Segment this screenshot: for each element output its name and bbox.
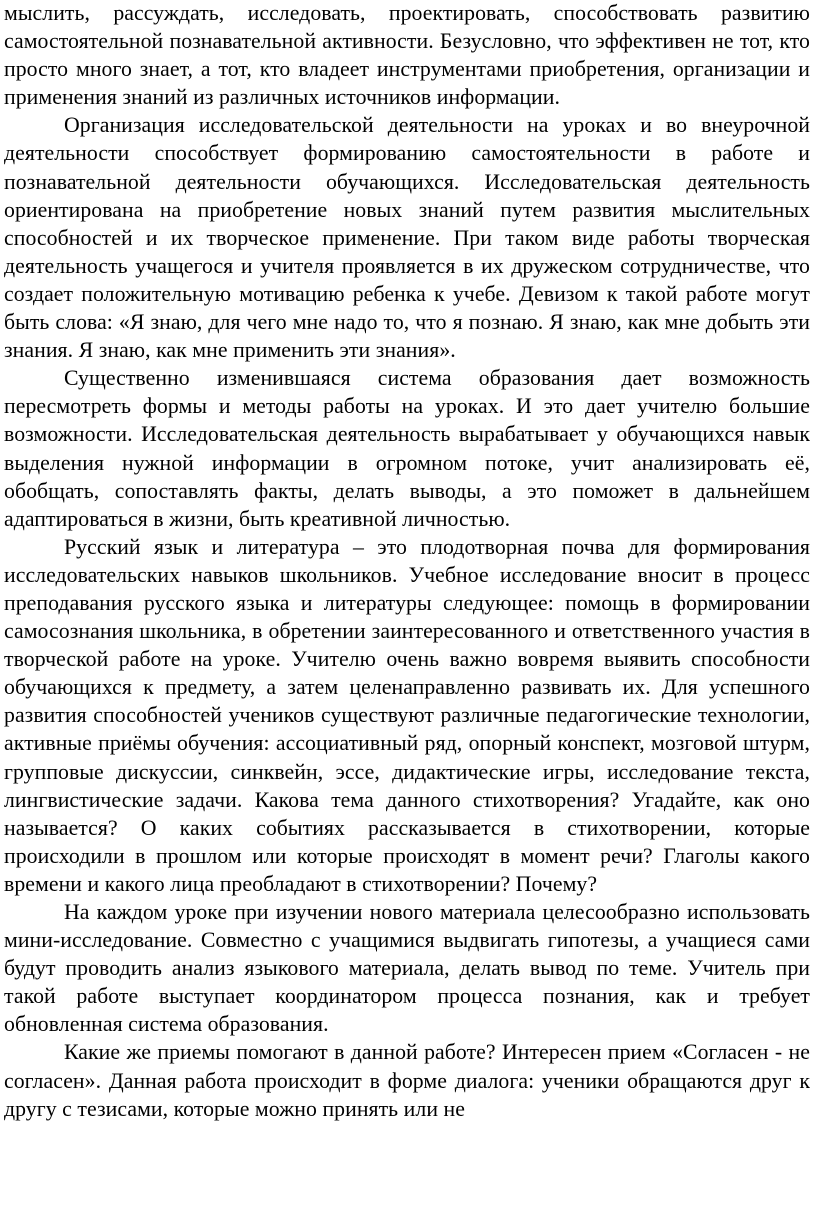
paragraph-4: Русский язык и литература – это плодотворная почва для формирования исследовательских навыков школьников. Учебное исследование вносит в процесс преподавания русского языка и литературы следующее: помощь в формировании самосознания школьника, в обретении заинтересованного и ответственного участия в творческой работе на уроке. Учителю очень важно вовремя выявить способности обучающихся к предмету, а затем целенаправленно развивать их. Для успешного развития способностей учеников существуют различные педагогические технологии, активные приёмы обучения: ассоциативный ряд, опорный конспект, мозговой штурм, групповые дискуссии, синквейн, эссе, дидактические игры, исследование текста, лингвистические задачи. Какова тема данного стихотворения? Угадайте, как оно называется? О каких событиях рассказывается в стихотворении, которые происходили в прошлом или которые происходят в момент речи? Глаголы какого времени и какого лица преобладают в стихотворении? Почему?	[4, 534, 810, 896]
paragraph-1: мыслить, рассуждать, исследовать, проектировать, способствовать развитию самостоятельной познавательной активности. Безусловно, что эффективен не тот, кто просто много знает, а тот, кто владеет инструментами приобретения, организации и применения знаний из различных источников информации.	[4, 1, 810, 110]
document-body	[4, 0, 810, 1123]
paragraph-2: Организация исследовательской деятельности на уроках и во внеурочной деятельности способствует формированию самостоятельности в работе и познавательной деятельности обучающихся. Исследовательская деятельность ориентирована на приобретение новых знаний путем развития мыслительных способностей и их творческое применение. При таком виде работы творческая деятельность учащегося и учителя проявляется в их дружеском сотрудничестве, что создает положительную мотивацию ребенка к учебе. Девизом к такой работе могут быть слова: «Я знаю, для чего мне надо то, что я познаю. Я знаю, как мне добыть эти знания. Я знаю, как мне применить эти знания».	[4, 113, 810, 363]
paragraph-6: Какие же приемы помогают в данной работе? Интересен прием «Согласен - не согласен». Данная работа происходит в форме диалога: ученики обращаются друг к другу с тезисами, которые можно принять или не	[4, 1040, 810, 1121]
paragraph-3: Существенно изменившаяся система образования дает возможность пересмотреть формы и методы работы на уроках. И это дает учителю большие возможности. Исследовательская деятельность вырабатывает у обучающихся навык выделения нужной информации в огромном потоке, учит анализировать её, обобщать, сопоставлять факты, делать выводы, а это поможет в дальнейшем адаптироваться в жизни, быть креативной личностью.	[4, 366, 810, 531]
paragraph-5: На каждом уроке при изучении нового материала целесообразно использовать мини-исследование. Совместно с учащимися выдвигать гипотезы, а учащиеся сами будут проводить анализ языкового материала, делать вывод по теме. Учитель при такой работе выступает координатором процесса познания, как и требует обновленная система образования.	[4, 900, 810, 1037]
